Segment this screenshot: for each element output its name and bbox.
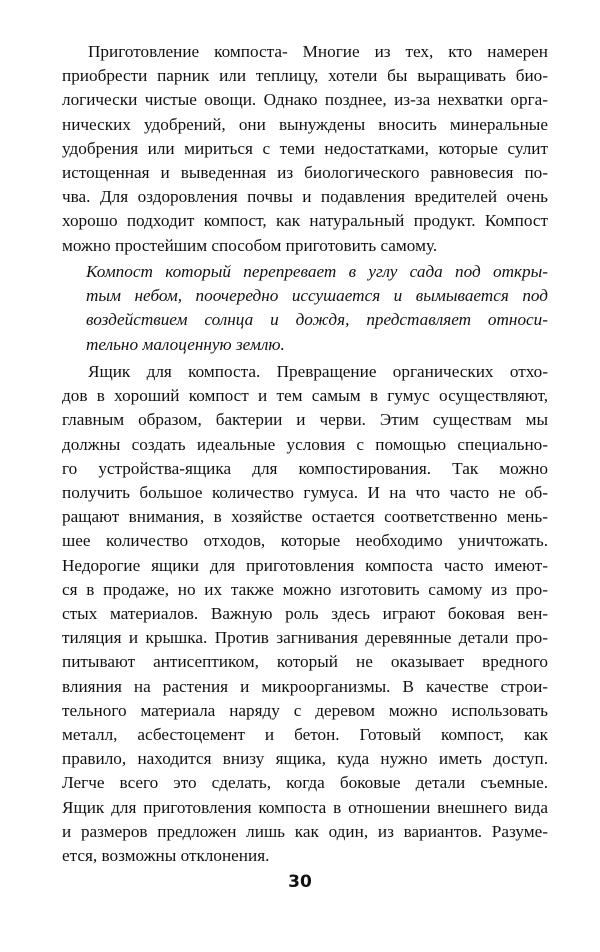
text-line: влияния на растения и микроорганизмы. В качестве строи- <box>62 676 548 696</box>
text-line: металл, асбестоцемент и бетон. Готовый компост, как <box>62 725 548 745</box>
text-line: питывают антисептиком, который не оказывает вредного <box>62 652 548 672</box>
text-line: Приготовление компоста- Многие из тех, кто намерен <box>88 42 548 61</box>
text-line: хорошо подходит компост, как натуральный продукт. Компост <box>62 211 548 231</box>
text-line: Компост который перепревает в углу сада под откры- <box>86 262 548 281</box>
text-line: Ящик для приготовления компоста в отношении внешнего вида <box>62 797 548 817</box>
text-line: главным образом, бактерии и черви. Этим существам мы <box>62 410 548 430</box>
text-line: ется, возможны отклонения. <box>62 846 270 866</box>
paragraph-compost-preparation <box>62 40 548 258</box>
text-line: стых материалов. Важную роль здесь играют боковая вен- <box>62 604 548 624</box>
text-line: истощенная и выведенная из биологического равновесия по- <box>62 163 548 183</box>
text-line: шее количество отходов, которые необходимо уничтожать. <box>62 531 548 551</box>
text-line: правило, находится внизу ящика, куда нужно иметь доступ. <box>62 749 548 769</box>
text-line: тиляция и крышка. Против загнивания деревянные детали про- <box>62 628 548 648</box>
text-line: нических удобрений, они вынуждены вносить минеральные <box>62 114 548 134</box>
text-line: дов в хороший компост и тем самым в гумус осуществляют, <box>62 386 548 406</box>
text-line: Недорогие ящики для приготовления компоста часто имеют- <box>62 555 548 575</box>
text-line: Легче всего это сделать, когда боковые детали съемные. <box>62 773 548 793</box>
text-line: удобрения или мириться с теми недостатками, которые сулит <box>62 138 548 158</box>
paragraph-compost-box <box>62 360 548 868</box>
text-line: логически чистые овощи. Однако позднее, из-за нехватки орга- <box>62 90 548 110</box>
text-line: можно простейшим способом приготовить самому. <box>62 235 438 255</box>
page-number: 30 <box>288 872 312 892</box>
text-line: тельного материала наряду с деревом можно использовать <box>62 700 548 720</box>
text-line: должны создать идеальные условия с помощью специально- <box>62 434 548 454</box>
text-line: чва. Для оздоровления почвы и подавления вредителей очень <box>62 187 548 207</box>
text-line: тым небом, поочередно иссушается и вымывается под <box>86 286 548 306</box>
text-line: тельно малоценную землю. <box>86 334 285 354</box>
text-line: ся в продаже, но их также можно изготовить самому из про- <box>62 579 548 599</box>
text-line: го устройства-ящика для компостирования. Так можно <box>62 458 548 478</box>
paragraph-italic-note <box>86 260 548 357</box>
text-line: приобрести парник или теплицу, хотели бы выращивать био- <box>62 66 548 86</box>
text-line: Ящик для компоста. Превращение органических отхо- <box>88 362 548 381</box>
text-line: воздействием солнца и дождя, представляет относи- <box>86 310 548 330</box>
text-line: ращают внимания, в хозяйстве остается соответственно мень- <box>62 507 548 527</box>
text-line: получить большое количество гумуса. И на что часто не об- <box>62 483 548 503</box>
text-line: и размеров предложен лишь как один, из вариантов. Разуме- <box>62 821 548 841</box>
